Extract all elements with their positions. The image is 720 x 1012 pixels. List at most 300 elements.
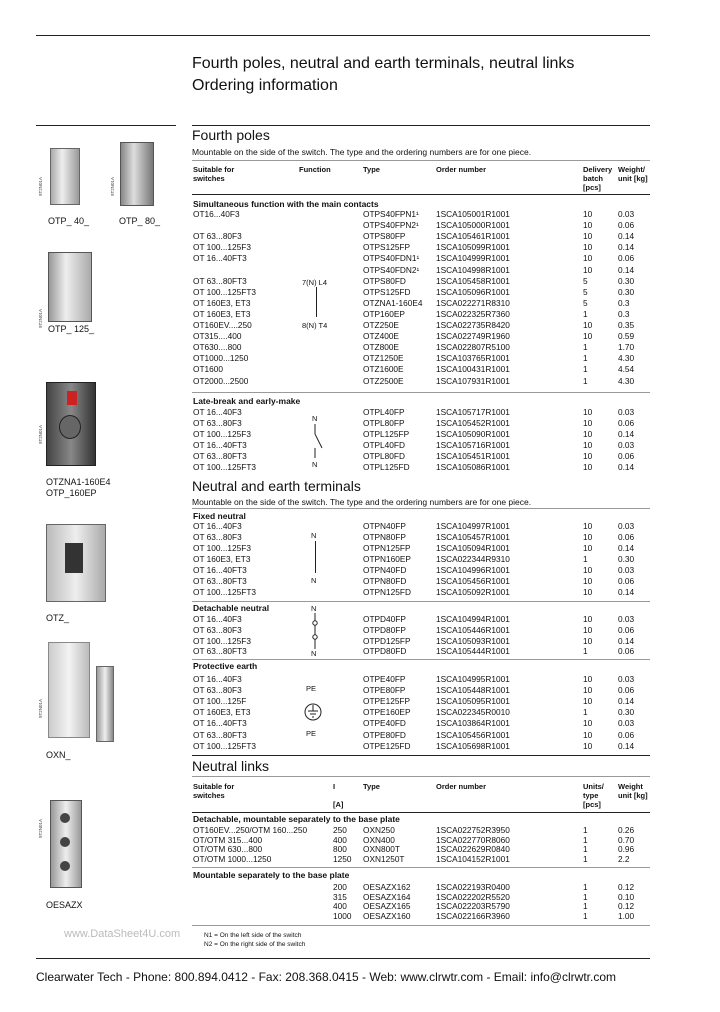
cell-current: 250 — [333, 825, 347, 835]
cell-batch: 5 — [583, 286, 588, 297]
cell-type: OTPE80FP — [363, 685, 406, 696]
col-header-switches: Suitable for switches — [193, 165, 235, 183]
cell-batch: 10 — [583, 532, 593, 542]
cell-switch: OT 16...40FT3 — [193, 253, 247, 264]
cell-batch: 10 — [583, 521, 593, 531]
cell-current: 400 — [333, 834, 347, 845]
cell-type: OXN1250T — [363, 853, 405, 864]
cell-switch: OT 63...80F3 — [193, 418, 242, 428]
cell-type: OTPL40FP — [363, 407, 405, 417]
image-label-oesazx: OESAZX — [46, 900, 83, 910]
cell-order: 1SCA022202R5520 — [436, 891, 510, 902]
cell-order: 1SCA022271R8310 — [436, 297, 510, 308]
image-code: 9T2N01A — [38, 424, 43, 444]
cell-batch: 10 — [583, 685, 593, 696]
cell-weight: 0.3 — [618, 297, 630, 308]
cell-switch: OT 160E3, ET3 — [193, 707, 251, 718]
cell-order: 1SCA022193R0400 — [436, 882, 510, 892]
cell-current: 800 — [333, 844, 347, 855]
cell-batch: 10 — [583, 614, 593, 624]
table-row — [193, 441, 648, 450]
rule — [192, 867, 650, 868]
col-header-function: Function — [299, 165, 331, 174]
cell-type: OESAZX164 — [363, 891, 411, 902]
cell-switch: OT 160E3, ET3 — [193, 297, 251, 308]
col-header-weight: Weight unit [kg] — [618, 782, 648, 800]
cell-type: OTZ2500E — [363, 375, 404, 386]
footnote-n1: N1 = On the left side of the switch — [204, 932, 302, 939]
cell-order: 1SCA105000R1001 — [436, 220, 510, 231]
cell-batch: 10 — [583, 331, 593, 342]
table-row — [193, 210, 648, 219]
cell-switch: OT630....800 — [193, 342, 242, 353]
cell-batch: 1 — [583, 364, 588, 375]
table-row — [193, 354, 648, 363]
col-header-type: Type — [363, 165, 380, 174]
col-header-units: Units/ type [pcs] — [583, 782, 604, 809]
col-header-switches: Suitable for switches — [193, 782, 235, 800]
cell-type: OESAZX162 — [363, 882, 411, 892]
cell-switch: OT 100...125FT3 — [193, 587, 257, 597]
cell-type: OTPL80FP — [363, 418, 405, 428]
cell-order: 1SCA105086R1001 — [436, 462, 510, 472]
cell-batch: 10 — [583, 674, 593, 684]
neutral-earth-intro: Mountable on the side of the switch. The type and the ordering numbers are for one piece. — [192, 497, 532, 507]
image-label-otp160ep: OTP_160EP — [46, 488, 97, 498]
table-row — [193, 254, 648, 263]
table-row — [193, 377, 648, 386]
cell-units: 1 — [583, 834, 588, 845]
table-row — [193, 566, 648, 575]
cell-weight: 0.12 — [618, 882, 635, 892]
cell-switch: OT 63...80F3 — [193, 231, 242, 242]
earth-symbol-icon — [302, 702, 324, 722]
cell-current: 315 — [333, 891, 347, 902]
cell-batch: 10 — [583, 220, 593, 231]
cell-switch: OT 160E3, ET3 — [193, 308, 251, 319]
cell-batch: 1 — [583, 308, 588, 319]
table-row — [193, 522, 648, 531]
cell-switch: OT 63...80FT3 — [193, 646, 247, 657]
cell-order: 1SCA105094R1001 — [436, 543, 510, 553]
function-label: N — [312, 460, 318, 469]
product-image-oxn-bar — [96, 666, 114, 742]
table-row — [193, 452, 648, 461]
rule — [192, 755, 650, 756]
cell-type: OTPL40FD — [363, 440, 405, 450]
cell-order: 1SCA022629R0840 — [436, 844, 510, 855]
cell-switch: OT 63...80FT3 — [193, 275, 247, 286]
cell-type: OTZ1250E — [363, 353, 404, 364]
cell-switch: OT1000...1250 — [193, 353, 249, 364]
cell-order: 1SCA105099R1001 — [436, 242, 510, 253]
left-column-rule — [36, 125, 176, 126]
watermark: www.DataSheet4U.com — [64, 928, 181, 940]
cell-order: 1SCA105456R1001 — [436, 729, 510, 740]
cell-batch: 1 — [583, 554, 588, 564]
cell-switch: OT 16...40F3 — [193, 521, 242, 531]
cell-order: 1SCA105451R1001 — [436, 451, 510, 461]
cell-type: OTPD40FP — [363, 614, 406, 624]
cell-type: OESAZX160 — [363, 910, 411, 921]
table-row — [193, 708, 648, 717]
image-label-oxn: OXN_ — [46, 750, 71, 760]
function-label: N — [311, 531, 317, 540]
cell-type: OTPN125FP — [363, 543, 411, 553]
table-row — [193, 232, 648, 241]
function-contact-symbol — [316, 287, 317, 317]
cell-type: OTPL125FD — [363, 462, 410, 472]
cell-weight: 4.54 — [618, 364, 635, 375]
cell-order: 1SCA105717R1001 — [436, 407, 510, 417]
rule — [192, 194, 650, 195]
cell-switch: OT/OTM 1000...1250 — [193, 853, 272, 864]
cell-units: 1 — [583, 853, 588, 864]
cell-switch: OT 63...80F3 — [193, 532, 242, 542]
cell-switch: OT 100...125F3 — [193, 635, 251, 646]
top-rule — [36, 35, 650, 36]
table-row — [193, 719, 648, 728]
cell-units: 1 — [583, 891, 588, 902]
table-row — [193, 893, 648, 902]
cell-units: 1 — [583, 910, 588, 921]
cell-weight: 0.3 — [618, 308, 630, 319]
right-column-rule — [192, 125, 650, 126]
cell-weight: 0.59 — [618, 331, 635, 342]
image-label-otp80: OTP_ 80_ — [119, 216, 161, 226]
cell-weight: 0.06 — [618, 729, 635, 740]
cell-order: 1SCA104152R1001 — [436, 853, 510, 864]
image-code: 9T2N01A — [38, 818, 43, 838]
table-row — [193, 299, 648, 308]
cell-weight: 0.10 — [618, 891, 635, 902]
cell-batch: 1 — [583, 707, 588, 718]
cell-weight: 2.2 — [618, 853, 630, 864]
cell-weight: 0.70 — [618, 834, 635, 845]
cell-weight: 0.96 — [618, 844, 635, 855]
cell-batch: 10 — [583, 576, 593, 586]
cell-batch: 10 — [583, 320, 593, 330]
cell-type: OTPS125FD — [363, 286, 411, 297]
cell-weight: 0.14 — [618, 429, 635, 439]
group-title: Late-break and early-make — [193, 396, 301, 406]
cell-type: OTPN125FD — [363, 587, 411, 597]
cell-switch: OT 100...125FT3 — [193, 286, 257, 297]
function-label: PE — [306, 729, 317, 738]
cell-order: 1SCA105444R1001 — [436, 646, 510, 657]
cell-order: 1SCA104995R1001 — [436, 674, 510, 684]
cell-type: OTZNA1-160E4 — [363, 297, 423, 308]
rule — [192, 392, 650, 393]
cell-switch: OT 16...40FT3 — [193, 718, 247, 729]
col-header-batch: Delivery batch [pcs] — [583, 165, 613, 192]
cell-weight: 0.03 — [618, 718, 635, 729]
cell-switch: OT160EV....250 — [193, 320, 252, 330]
cell-type: OTPL80FD — [363, 451, 405, 461]
cell-order: 1SCA022345R0010 — [436, 707, 510, 718]
cell-batch: 10 — [583, 253, 593, 264]
cell-batch: 10 — [583, 718, 593, 729]
table-row — [193, 221, 648, 230]
col-header-current: I — [333, 782, 336, 791]
cell-type: OTPS80FP — [363, 231, 406, 242]
cell-type: OTZ800E — [363, 342, 399, 353]
detachable-neutral-symbol — [308, 613, 322, 649]
table-row — [193, 883, 648, 892]
table-row — [193, 365, 648, 374]
cell-order: 1SCA022749R1960 — [436, 331, 510, 342]
image-label-otp40: OTP_ 40_ — [48, 216, 90, 226]
cell-batch: 10 — [583, 451, 593, 461]
cell-switch: OT 16...40FT3 — [193, 440, 247, 450]
cell-switch: OT 63...80FT3 — [193, 451, 247, 461]
table-row — [193, 686, 648, 695]
cell-weight: 0.35 — [618, 320, 635, 330]
cell-order: 1SCA105456R1001 — [436, 576, 510, 586]
function-label: PE — [306, 684, 317, 693]
cell-order: 1SCA104999R1001 — [436, 253, 510, 264]
cell-current: 400 — [333, 901, 347, 912]
cell-order: 1SCA105457R1001 — [436, 532, 510, 542]
group-title: Fixed neutral — [193, 511, 246, 521]
col-header-current-unit: [A] — [333, 800, 344, 809]
cell-weight: 0.14 — [618, 231, 635, 242]
cell-units: 1 — [583, 901, 588, 912]
table-row — [193, 243, 648, 252]
cell-order: 1SCA105461R1001 — [436, 231, 510, 242]
cell-order: 1SCA105698R1001 — [436, 740, 510, 751]
neutral-links-header — [193, 782, 648, 808]
cell-weight: 0.30 — [618, 275, 635, 286]
cell-batch: 10 — [583, 429, 593, 439]
table-row — [193, 912, 648, 921]
cell-batch: 1 — [583, 353, 588, 364]
cell-weight: 0.06 — [618, 624, 635, 635]
cell-weight: 0.03 — [618, 440, 635, 450]
cell-batch: 10 — [583, 407, 593, 417]
table-row — [193, 697, 648, 706]
product-image-oesazx — [50, 800, 82, 888]
cell-order: 1SCA105452R1001 — [436, 418, 510, 428]
cell-current: 200 — [333, 882, 347, 892]
table-row — [193, 902, 648, 911]
cell-type: OTPL125FP — [363, 429, 410, 439]
cell-switch: OT2000...2500 — [193, 375, 249, 386]
image-code: 9T2N01A — [38, 698, 43, 718]
cell-order: 1SCA103765R1001 — [436, 353, 510, 364]
table-row — [193, 288, 648, 297]
cell-order: 1SCA022166R3960 — [436, 910, 510, 921]
cell-weight: 0.03 — [618, 209, 635, 219]
cell-weight: 0.06 — [618, 646, 635, 657]
cell-type: OTPS40FPN2¹ — [363, 220, 419, 231]
cell-batch: 10 — [583, 729, 593, 740]
table-row — [193, 647, 648, 656]
cell-weight: 0.06 — [618, 253, 635, 264]
page-title: Fourth poles, neutral and earth terminals, neutral links — [192, 55, 575, 72]
group-title: Protective earth — [193, 661, 258, 671]
table-row — [193, 588, 648, 597]
cell-type: OTPS125FP — [363, 242, 411, 253]
cell-weight: 1.00 — [618, 910, 635, 921]
neutral-links-heading: Neutral links — [192, 758, 270, 774]
rule — [192, 601, 650, 602]
cell-switch: OT/OTM 315...400 — [193, 834, 263, 845]
cell-batch: 10 — [583, 231, 593, 242]
cell-switch: OT160EV...250/OTM 160...250 — [193, 825, 308, 835]
cell-switch: OT1600 — [193, 364, 223, 375]
cell-weight: 0.03 — [618, 565, 635, 575]
cell-type: OTPS40FPN1¹ — [363, 209, 419, 219]
table-row — [193, 463, 648, 472]
product-image-otz — [46, 524, 106, 602]
cell-order: 1SCA022325R7360 — [436, 308, 510, 319]
cell-batch: 10 — [583, 696, 593, 707]
cell-order: 1SCA100431R1001 — [436, 364, 510, 375]
cell-switch: OT16...40F3 — [193, 209, 240, 219]
cell-type: OTP160EP — [363, 308, 405, 319]
cell-type: OTZ400E — [363, 331, 399, 342]
cell-current: 1000 — [333, 910, 352, 921]
table-row — [193, 266, 648, 275]
product-image-otzna1 — [46, 382, 96, 466]
fourth-poles-header — [193, 165, 648, 192]
image-code: 9T2N01A — [38, 176, 43, 196]
cell-switch: OT/OTM 630...800 — [193, 844, 263, 855]
cell-weight: 0.14 — [618, 696, 635, 707]
cell-weight: 0.30 — [618, 286, 635, 297]
cell-weight: 0.06 — [618, 220, 635, 231]
cell-weight: 4.30 — [618, 353, 635, 364]
cell-type: OTPN80FP — [363, 532, 406, 542]
cell-weight: 0.14 — [618, 587, 635, 597]
cell-order: 1SCA104996R1001 — [436, 565, 510, 575]
cell-order: 1SCA022344R9310 — [436, 554, 510, 564]
table-row — [193, 555, 648, 564]
cell-switch: OT 16...40F3 — [193, 407, 242, 417]
cell-batch: 10 — [583, 242, 593, 253]
cell-order: 1SCA022735R8420 — [436, 320, 510, 330]
cell-order: 1SCA105092R1001 — [436, 587, 510, 597]
cell-order: 1SCA105095R1001 — [436, 696, 510, 707]
cell-weight: 0.14 — [618, 740, 635, 751]
cell-current: 1250 — [333, 853, 352, 864]
cell-weight: 0.06 — [618, 451, 635, 461]
function-label: N — [312, 414, 318, 423]
cell-batch: 10 — [583, 740, 593, 751]
cell-order: 1SCA105093R1001 — [436, 635, 510, 646]
cell-type: OTPD80FP — [363, 624, 406, 635]
cell-order: 1SCA103864R1001 — [436, 718, 510, 729]
table-row — [193, 533, 648, 542]
cell-type: OXN400 — [363, 834, 395, 845]
cell-switch: OT 160E3, ET3 — [193, 554, 251, 564]
cell-type: OTZ1600E — [363, 364, 404, 375]
table-row — [193, 343, 648, 352]
cell-switch: OT 16...40FT3 — [193, 565, 247, 575]
cell-switch: OT315....400 — [193, 331, 242, 342]
col-header-weight: Weight/ unit [kg] — [618, 165, 648, 183]
cell-batch: 10 — [583, 635, 593, 646]
cell-weight: 0.06 — [618, 576, 635, 586]
cell-type: OTPN40FD — [363, 565, 407, 575]
table-row — [193, 615, 648, 624]
product-image-otp40 — [50, 148, 80, 205]
cell-type: OESAZX165 — [363, 901, 411, 912]
cell-order: 1SCA107931R1001 — [436, 375, 510, 386]
cell-weight: 0.03 — [618, 407, 635, 417]
cell-type: OTPS40FDN1¹ — [363, 253, 420, 264]
rule — [192, 508, 650, 509]
cell-weight: 0.14 — [618, 264, 635, 275]
cell-batch: 1 — [583, 646, 588, 657]
cell-switch: OT 100...125F3 — [193, 429, 251, 439]
table-row — [193, 277, 648, 286]
table-row — [193, 577, 648, 586]
cell-type: OTPE40FP — [363, 674, 406, 684]
function-label: N — [311, 649, 317, 658]
cell-weight: 0.30 — [618, 707, 635, 718]
product-image-oxn — [48, 642, 90, 738]
table-row — [193, 626, 648, 635]
col-header-order: Order number — [436, 165, 487, 174]
cell-weight: 0.14 — [618, 242, 635, 253]
table-row — [193, 419, 648, 428]
cell-batch: 10 — [583, 543, 593, 553]
cell-type: OTPN160EP — [363, 554, 411, 564]
table-row — [193, 855, 648, 864]
table-row — [193, 845, 648, 854]
rule — [192, 925, 650, 926]
table-row — [193, 321, 648, 330]
group-title: Simultaneous function with the main contacts — [193, 199, 379, 209]
function-label: N — [311, 576, 317, 585]
rule — [192, 776, 650, 777]
fourth-poles-heading: Fourth poles — [192, 127, 270, 143]
cell-weight: 0.14 — [618, 635, 635, 646]
neutral-earth-heading: Neutral and earth terminals — [192, 478, 361, 494]
cell-weight: 0.03 — [618, 674, 635, 684]
cell-switch: OT 100...125F3 — [193, 543, 251, 553]
cell-type: OTPE80FD — [363, 729, 406, 740]
cell-batch: 10 — [583, 462, 593, 472]
cell-order: 1SCA104998R1001 — [436, 264, 510, 275]
function-label: N — [311, 604, 317, 613]
group-title: Detachable neutral — [193, 603, 270, 613]
cell-batch: 1 — [583, 375, 588, 386]
table-row — [193, 544, 648, 553]
cell-type: OTPE40FD — [363, 718, 406, 729]
cell-order: 1SCA022203R5790 — [436, 901, 510, 912]
table-row — [193, 430, 648, 439]
cell-batch: 10 — [583, 624, 593, 635]
function-label: 8(N) T4 — [302, 321, 328, 330]
cell-units: 1 — [583, 844, 588, 855]
cell-weight: 0.30 — [618, 554, 635, 564]
group-title: Detachable, mountable separately to the base plate — [193, 814, 400, 824]
cell-type: OTPE125FD — [363, 740, 411, 751]
cell-weight: 0.12 — [618, 901, 635, 912]
cell-units: 1 — [583, 882, 588, 892]
rule — [192, 659, 650, 660]
cell-batch: 5 — [583, 275, 588, 286]
cell-weight: 1.70 — [618, 342, 635, 353]
page-subtitle: Ordering information — [192, 77, 338, 94]
cell-type: OTPS80FD — [363, 275, 406, 286]
cell-batch: 10 — [583, 587, 593, 597]
cell-order: 1SCA105458R1001 — [436, 275, 510, 286]
cell-units: 1 — [583, 825, 588, 835]
